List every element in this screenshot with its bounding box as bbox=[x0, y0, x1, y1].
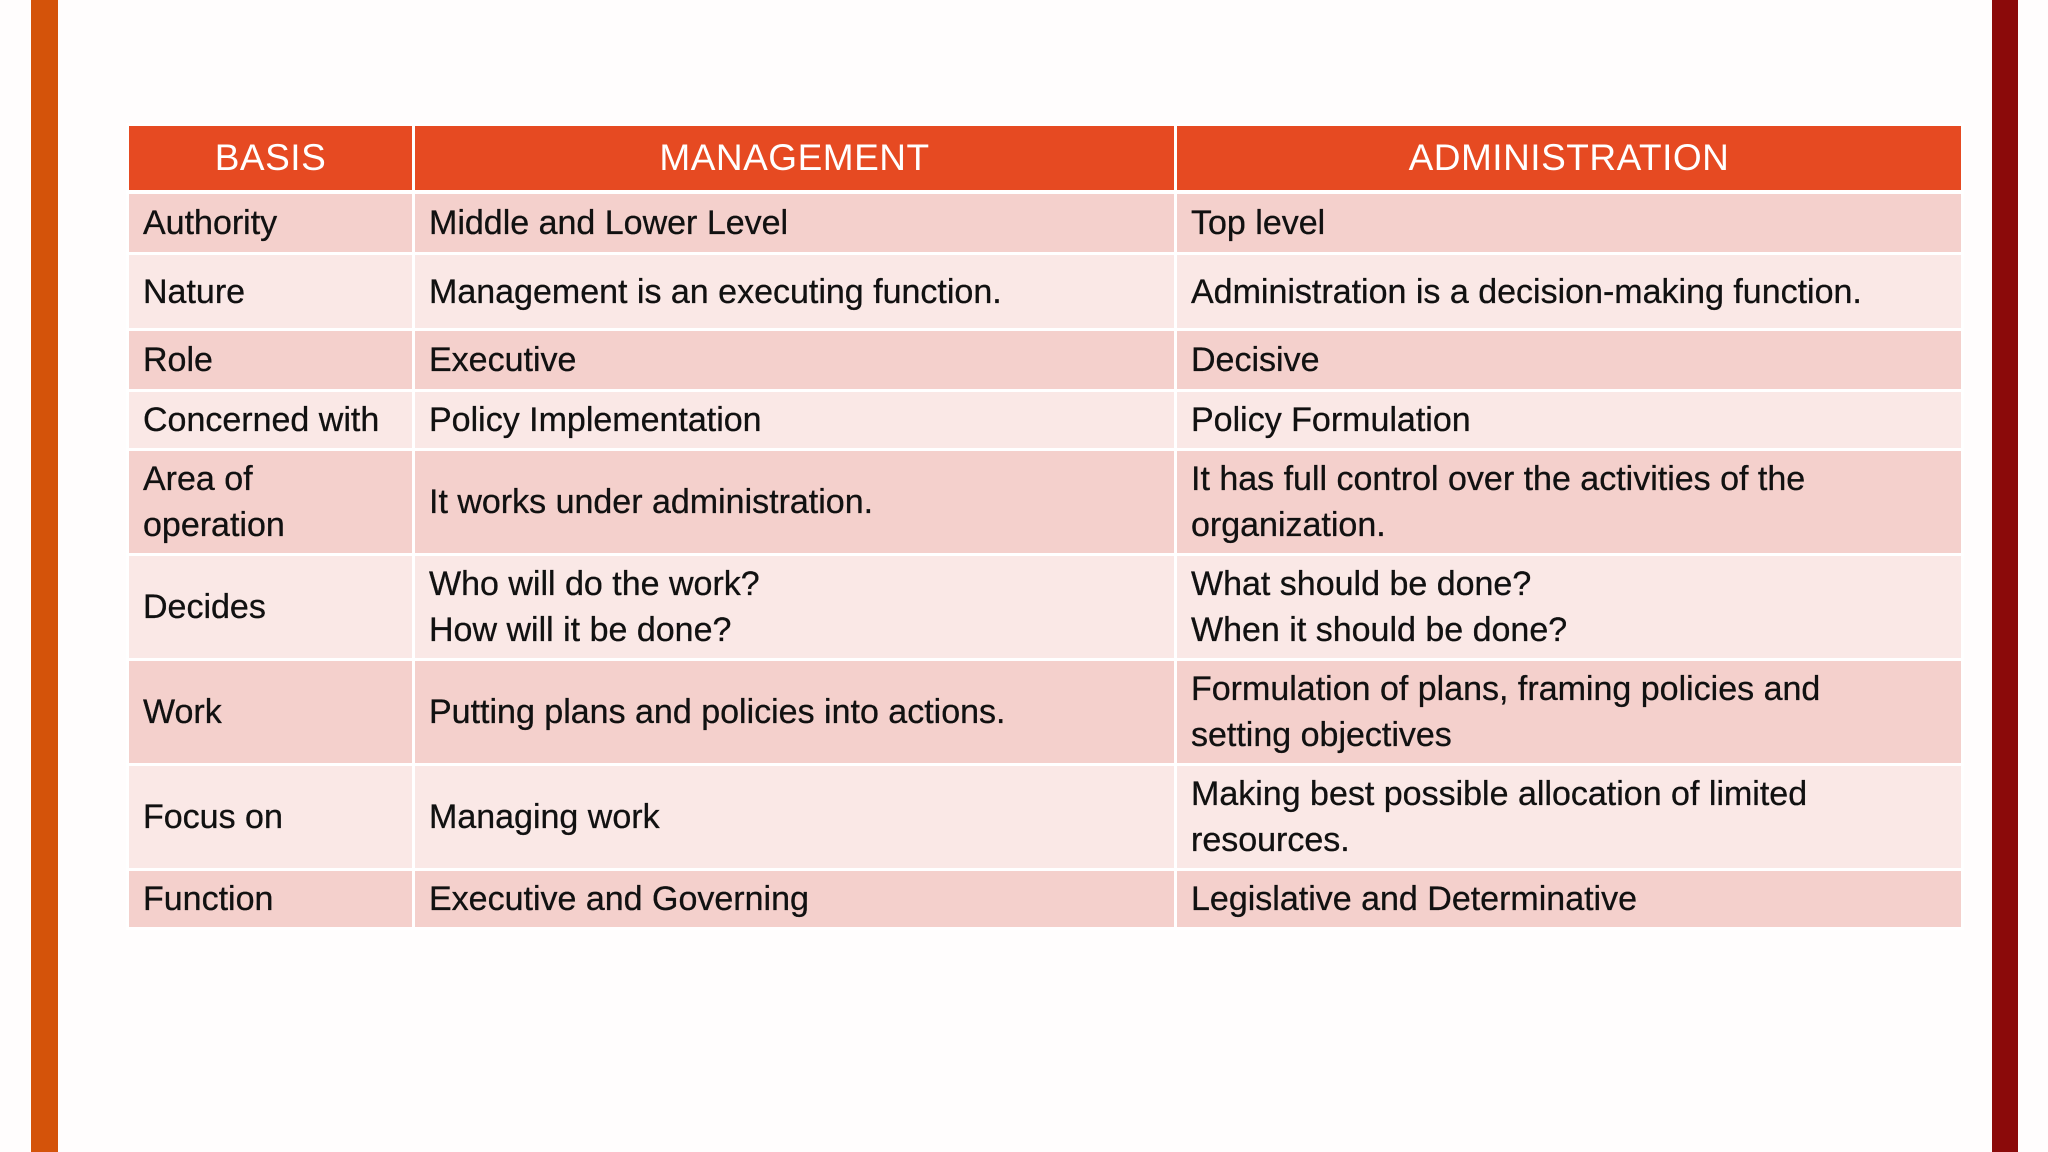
cell-line: Middle and Lower Level bbox=[429, 204, 789, 242]
cell-basis bbox=[128, 765, 414, 870]
cell-line: Who will do the work? bbox=[429, 565, 760, 603]
cell-basis bbox=[128, 555, 414, 660]
cell-line: What should be done? bbox=[1191, 565, 1532, 603]
cell-line: Work bbox=[143, 693, 222, 731]
cell-line: resources. bbox=[1191, 821, 1350, 859]
header-administration: ADMINISTRATION bbox=[1176, 125, 1963, 193]
cell-line: setting objectives bbox=[1191, 716, 1452, 754]
cell-line: Formulation of plans, framing policies and bbox=[1191, 670, 1821, 708]
cell-basis bbox=[128, 391, 414, 450]
table-row bbox=[128, 555, 1963, 660]
cell-line: Role bbox=[143, 341, 213, 379]
cell-line: Legislative and Determinative bbox=[1191, 880, 1638, 918]
cell-line: It has full control over the activities of the bbox=[1191, 460, 1806, 498]
left-accent-bar bbox=[31, 0, 58, 1152]
cell-administration bbox=[1176, 330, 1963, 391]
cell-line: Top level bbox=[1191, 204, 1326, 242]
cell-basis bbox=[128, 330, 414, 391]
cell-line: Executive and Governing bbox=[429, 880, 809, 918]
cell-line: Focus on bbox=[143, 798, 283, 836]
cell-administration bbox=[1176, 555, 1963, 660]
table-row bbox=[128, 192, 1963, 254]
table-header-row bbox=[128, 125, 1963, 193]
cell-management bbox=[414, 254, 1176, 330]
cell-line: Nature bbox=[143, 272, 246, 311]
cell-line: Management is an executing function. bbox=[429, 272, 1002, 311]
cell-management bbox=[414, 555, 1176, 660]
cell-administration bbox=[1176, 391, 1963, 450]
table-row bbox=[128, 660, 1963, 765]
cell-management bbox=[414, 330, 1176, 391]
table-row bbox=[128, 870, 1963, 929]
cell-line: operation bbox=[143, 506, 285, 544]
cell-line: Executive bbox=[429, 341, 577, 379]
cell-line: Decides bbox=[143, 588, 266, 626]
comparison-table bbox=[126, 123, 1964, 930]
right-accent-bar bbox=[1992, 0, 2018, 1152]
cell-line: Administration is a decision-making function. bbox=[1191, 272, 1862, 311]
cell-line: How will it be done? bbox=[429, 611, 732, 649]
cell-basis bbox=[128, 192, 414, 254]
cell-administration bbox=[1176, 254, 1963, 330]
cell-management bbox=[414, 450, 1176, 555]
cell-management bbox=[414, 765, 1176, 870]
cell-management bbox=[414, 192, 1176, 254]
cell-line: Area of bbox=[143, 460, 253, 498]
cell-management bbox=[414, 660, 1176, 765]
cell-line: Making best possible allocation of limited bbox=[1191, 775, 1808, 813]
cell-management bbox=[414, 391, 1176, 450]
cell-administration bbox=[1176, 450, 1963, 555]
cell-administration bbox=[1176, 765, 1963, 870]
header-basis: BASIS bbox=[128, 125, 414, 193]
table-row bbox=[128, 765, 1963, 870]
table-row bbox=[128, 254, 1963, 330]
cell-line: Authority bbox=[143, 204, 278, 242]
cell-line: When it should be done? bbox=[1191, 611, 1568, 649]
cell-line: organization. bbox=[1191, 506, 1386, 544]
cell-basis bbox=[128, 450, 414, 555]
cell-line: Policy Formulation bbox=[1191, 401, 1471, 439]
cell-administration bbox=[1176, 660, 1963, 765]
table-row bbox=[128, 330, 1963, 391]
cell-line: Concerned with bbox=[143, 401, 380, 439]
cell-line: Managing work bbox=[429, 798, 660, 836]
cell-basis bbox=[128, 870, 414, 929]
cell-administration bbox=[1176, 870, 1963, 929]
cell-line: Function bbox=[143, 880, 274, 918]
cell-administration bbox=[1176, 192, 1963, 254]
table-row bbox=[128, 450, 1963, 555]
comparison-table-container bbox=[126, 123, 1961, 930]
cell-line: Putting plans and policies into actions. bbox=[429, 693, 1006, 731]
cell-management bbox=[414, 870, 1176, 929]
cell-line: Decisive bbox=[1191, 341, 1320, 379]
cell-line: Policy Implementation bbox=[429, 401, 762, 439]
header-management: MANAGEMENT bbox=[414, 125, 1176, 193]
table-row bbox=[128, 391, 1963, 450]
cell-basis bbox=[128, 254, 414, 330]
cell-basis bbox=[128, 660, 414, 765]
cell-line: It works under administration. bbox=[429, 483, 874, 521]
